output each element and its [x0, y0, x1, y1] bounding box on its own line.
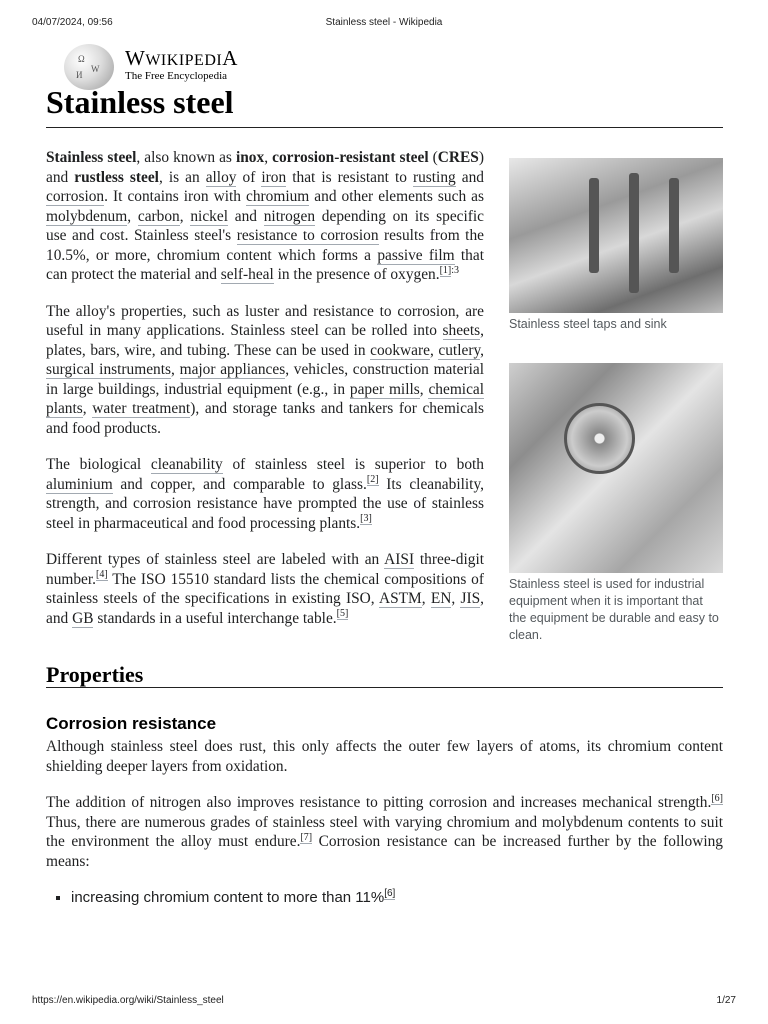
article-link[interactable]: passive film: [377, 246, 455, 264]
text: and: [455, 168, 484, 186]
text: ,: [451, 590, 461, 607]
text: Corrosion resistance can be increased further by the following means:: [46, 833, 723, 870]
text: ) and: [46, 149, 484, 186]
text: ,: [429, 341, 439, 359]
text: ,: [171, 361, 180, 378]
text: and: [227, 207, 264, 225]
text: ), and storage tanks and tankers for chemicals and food products.: [46, 400, 484, 437]
article-link[interactable]: chromium: [246, 188, 310, 205]
citation-link[interactable]: [6]: [384, 888, 396, 899]
corrosion-means-list: [46, 888, 723, 908]
text: ,: [127, 207, 138, 225]
print-title: Stainless steel - Wikipedia: [325, 17, 443, 28]
text: in the presence of oxygen.: [273, 266, 440, 283]
article-link[interactable]: major appliances: [179, 361, 286, 378]
citation-link[interactable]: [1]: [439, 264, 452, 276]
text: ,: [264, 149, 273, 166]
article-link[interactable]: corrosion: [46, 188, 105, 205]
wordmark-end: A: [222, 46, 238, 70]
citation: [711, 793, 723, 805]
text: that is resistant to: [286, 168, 413, 186]
citation: [360, 513, 372, 525]
text: increasing chromium content to more than 11%: [71, 889, 385, 906]
text: of: [236, 168, 262, 186]
article-link[interactable]: paper mills: [349, 380, 420, 398]
subsection-heading-corrosion-resistance: Corrosion resistance: [46, 713, 217, 733]
article-link[interactable]: carbon: [137, 207, 180, 225]
text: three-digit number.: [46, 551, 485, 588]
wordmark-first: W: [125, 46, 146, 70]
text: , is an: [158, 168, 206, 186]
article-link[interactable]: cleanability: [150, 456, 223, 473]
citation: [96, 569, 108, 581]
text: Thus, there are numerous grades of stainless steel with varying chromium and molybdenum contents to suit the environment the alloy must endure.: [46, 813, 723, 850]
taps-sink-image[interactable]: [509, 158, 723, 313]
text: and copper, and comparable to glass.: [112, 475, 367, 493]
text: , also known as: [136, 149, 236, 166]
text: ,: [82, 400, 93, 417]
article-link[interactable]: water treatment: [92, 400, 191, 417]
article-link[interactable]: self-heal: [220, 266, 274, 283]
citation: [384, 888, 395, 900]
wikipedia-globe-icon: Ω W И: [64, 44, 114, 90]
text: ,: [480, 341, 484, 359]
article-link[interactable]: rusting: [412, 168, 456, 186]
text: Different types of stainless steel are labeled with an: [46, 551, 385, 568]
figure-caption: Stainless steel taps and sink: [509, 317, 667, 331]
text: that can protect the material and: [46, 246, 484, 283]
bold-term: rustless steel: [74, 168, 159, 186]
article-link[interactable]: nitrogen: [263, 207, 316, 225]
article-link[interactable]: ASTM: [378, 590, 422, 607]
bold-term: inox: [235, 149, 265, 166]
bold-term: CRES: [437, 149, 479, 166]
citation-link[interactable]: [3]: [360, 513, 372, 525]
text: The addition of nitrogen also improves resistance to pitting corrosion and increases mechanical strength.: [46, 794, 712, 811]
text: ,: [421, 590, 431, 607]
text: and other elements such as: [309, 188, 484, 205]
wikipedia-wordmark: [125, 46, 238, 71]
citation-link[interactable]: [6]: [711, 792, 723, 804]
corrosion-section: [46, 737, 723, 871]
paragraph: [46, 793, 723, 871]
article-link[interactable]: chemical plants: [46, 380, 485, 417]
citation-link[interactable]: [4]: [96, 569, 108, 581]
article-link[interactable]: GB: [72, 609, 94, 627]
figure-industrial-equipment: [509, 363, 723, 644]
page-title: Stainless steel: [46, 84, 234, 120]
list-item: [71, 888, 723, 908]
figure-taps-sink: [509, 158, 723, 333]
text: The biological: [46, 456, 151, 473]
text: , vehicles, construction material in large buildings, industrial equipment (e.g., in: [46, 361, 485, 398]
article-link[interactable]: JIS: [460, 590, 481, 607]
text: standards in a useful interchange table.: [93, 609, 337, 627]
text: Its cleanability, strength, and corrosion resistance have prompted the use of stainless steel in pharmaceutical and food processing plants.: [46, 475, 484, 532]
text: of stainless steel is superior to both: [222, 456, 484, 473]
text: The alloy's properties, such as luster and resistance to corrosion, are useful in many applications. Stainless steel can be rolled into: [46, 302, 484, 339]
article-link[interactable]: aluminium: [46, 475, 113, 493]
article-link[interactable]: cutlery: [438, 341, 481, 359]
article-link[interactable]: alloy: [205, 168, 237, 186]
article-link[interactable]: EN: [430, 590, 452, 607]
text: , and: [46, 590, 485, 627]
article-link[interactable]: cookware: [370, 341, 430, 359]
paragraph: [46, 737, 723, 776]
wikipedia-tagline: The Free Encyclopedia: [125, 70, 228, 82]
print-url: https://en.wikipedia.org/wiki/Stainless_steel: [32, 995, 224, 1006]
text: Although stainless steel does rust, this only affects the outer few layers of atoms, its chromium content shielding deeper layers from oxidation.: [46, 738, 723, 775]
article-link[interactable]: resistance to corrosion: [236, 227, 379, 244]
citation: [337, 608, 349, 620]
citation: [440, 265, 452, 277]
citation-link[interactable]: [2]: [366, 474, 379, 486]
text: . It contains iron with: [104, 188, 246, 205]
citation-link[interactable]: [5]: [336, 608, 349, 620]
citation: [367, 474, 379, 486]
section-heading-properties: Properties: [46, 665, 723, 688]
print-datetime: 04/07/2024, 09:56: [32, 17, 113, 28]
article-body: [46, 148, 723, 908]
article-link[interactable]: AISI: [384, 551, 415, 568]
title-divider: [46, 127, 723, 128]
text: , plates, bars, wire, and tubing. These can be used in: [46, 322, 484, 359]
citation-link[interactable]: [7]: [300, 831, 313, 843]
figure-caption: Stainless steel is used for industrial equipment when it is important that the equipment be durable and easy to clean.: [509, 577, 719, 642]
article-link[interactable]: molybdenum: [46, 207, 128, 225]
text: ,: [419, 380, 429, 398]
wordmark-main: WIKIPEDI: [145, 52, 223, 69]
article-link[interactable]: sheets: [442, 322, 481, 339]
text: (: [428, 149, 438, 166]
text: results from the 10.5%, or more, chromium content which forms a: [46, 227, 484, 264]
article-link[interactable]: surgical instruments: [46, 361, 171, 378]
bold-term: corrosion-resistant steel: [272, 149, 429, 166]
text: ,: [179, 207, 191, 225]
article-link[interactable]: iron: [261, 168, 287, 186]
article-link[interactable]: nickel: [190, 207, 228, 225]
industrial-equipment-image[interactable]: [509, 363, 723, 573]
print-page-number: 1/27: [716, 995, 736, 1006]
text: depending on its specific use and cost. Stainless steel's: [46, 207, 484, 244]
text: The ISO 15510 standard lists the chemical compositions of stainless steels of the specifications in existing ISO,: [46, 570, 484, 607]
citation: [300, 832, 312, 844]
citation-page: :3: [451, 264, 460, 276]
bold-term: Stainless steel: [46, 149, 137, 166]
